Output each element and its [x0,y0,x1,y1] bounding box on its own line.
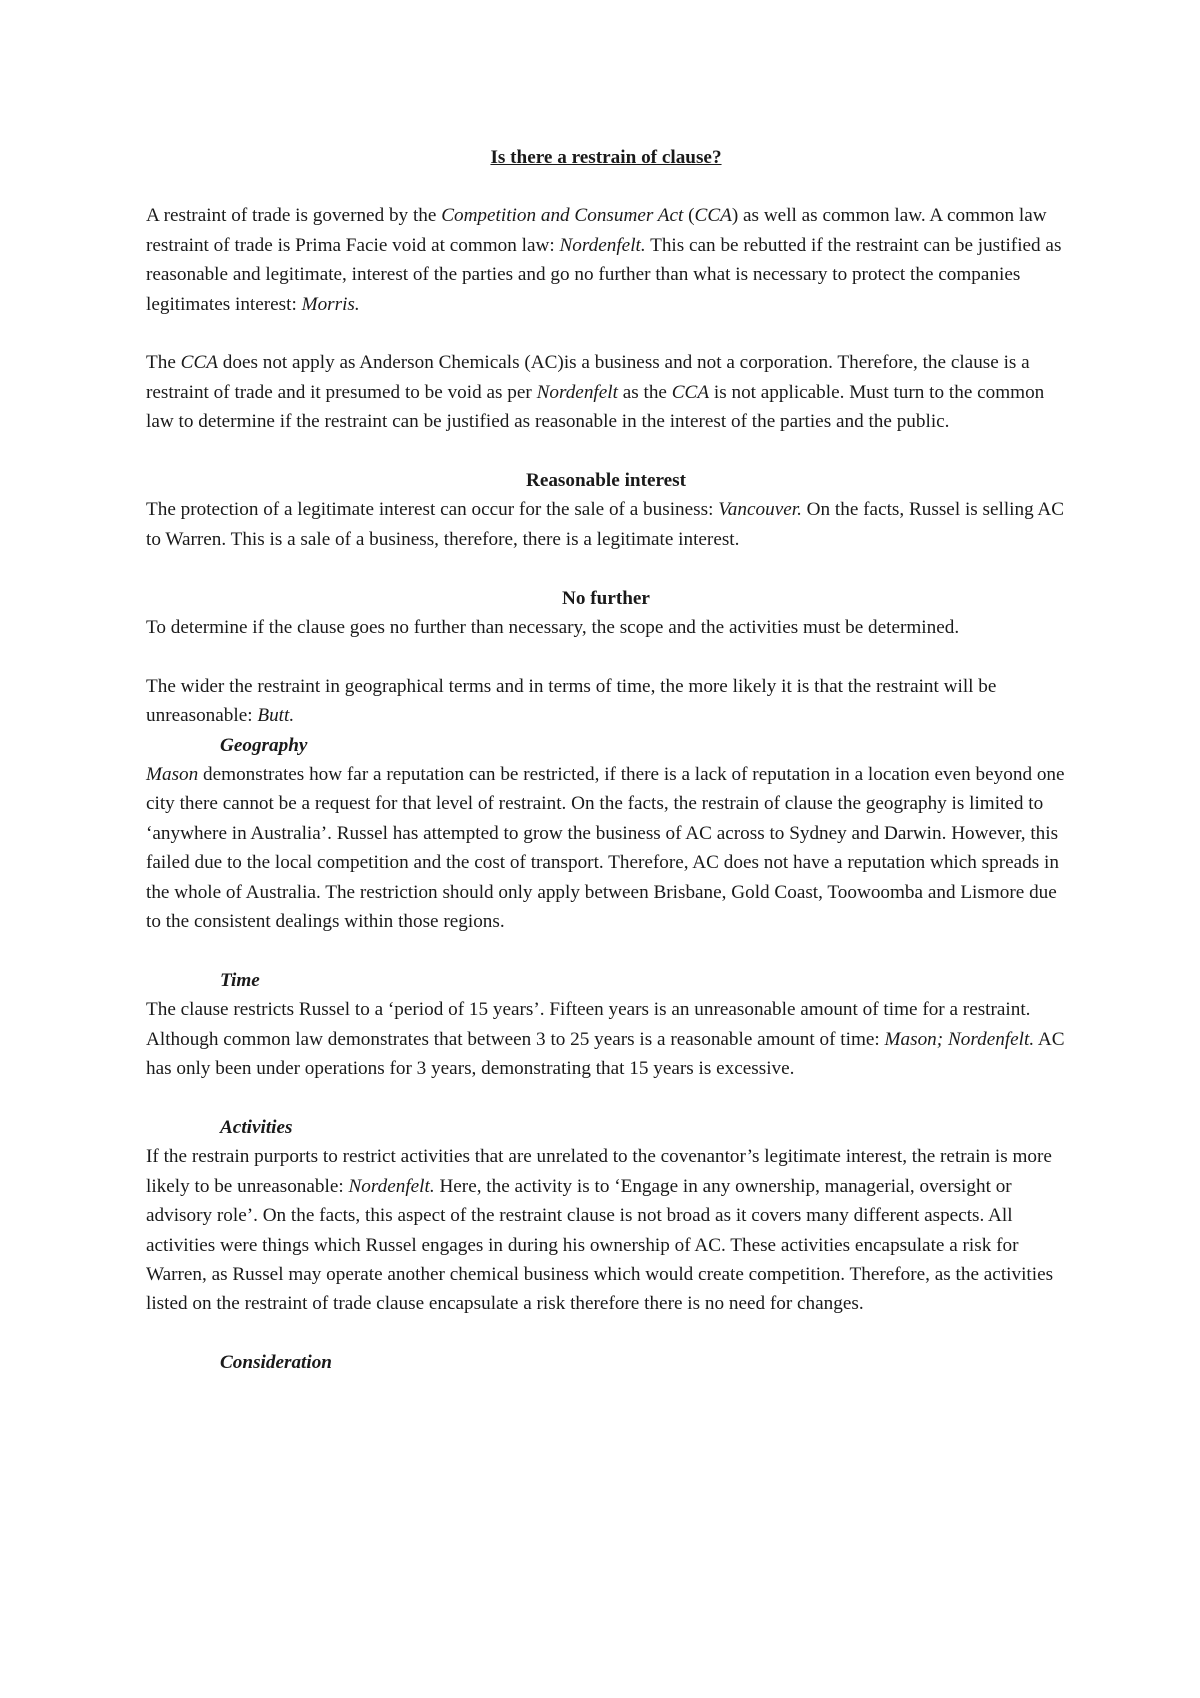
intro-paragraph: A restraint of trade is governed by the Competition and Consumer Act (CCA) as well as common law. A common law restraint of trade is Prima Facie void at common law: Nordenfelt. This can be rebutted if the restraint can be justified as reasonable and legitimate, interest of the parties and go no further than what is necessary to protect the companies legitimates interest: Morris. [146,205,1062,315]
consideration-heading: Consideration [220,1352,332,1374]
no-further-heading: No further [562,587,650,609]
geography-paragraph: Mason demonstrates how far a reputation can be restricted, if there is a lack of reputation in a location even beyond one city there cannot be a request for that level of restraint. On the facts, the restrain of clause the geography is limited to ‘anywhere in Australia’. Russel has attempted to grow the business of AC across to Sydney and Darwin. However, this failed due to the local competition and the cost of transport. Therefore, AC does not have a reputation which spreads in the whole of Australia. The restriction should only apply between Brisbane, Gold Coast, Toowoomba and Lismore due to the consistent dealings within those regions. [146,764,1065,933]
time-heading: Time [220,969,260,991]
wider-restraint-paragraph: The wider the restraint in geographical terms and in terms of time, the more likely it is that the restraint will be unreasonable: Butt. [146,675,997,727]
geography-heading: Geography [220,734,308,756]
activities-paragraph: If the restrain purports to restrict activities that are unrelated to the covenantor’s legitimate interest, the retrain is more likely to be unreasonable: Nordenfelt. Here, the activity is to ‘Engage in any ownership, managerial, oversight or advisory role’. On the facts, this aspect of the restraint clause is not broad as it covers many different aspects. All activities were things which Russel engages in during his ownership of AC. These activities encapsulate a risk for Warren, as Russel may operate another chemical business which would create competition. Therefore, as the activities listed on the restraint of trade clause encapsulate a risk therefore there is no need for changes. [146,1146,1054,1315]
reasonable-interest-paragraph: The protection of a legitimate interest can occur for the sale of a business: Vancouver. On the facts, Russel is selling AC to Warren. This is a sale of a business, therefore, there is a legitimate interest. [146,499,1065,550]
time-paragraph: The clause restricts Russel to a ‘period of 15 years’. Fifteen years is an unreasonable amount of time for a restraint. Although common law demonstrates that between 3 to 25 years is a reasonable amount of time: Mason; Nordenfelt. AC has only been under operations for 3 years, demonstrating that 15 years is excessive. [146,999,1065,1080]
activities-heading: Activities [220,1116,293,1138]
document-title: Is there a restrain of clause? [490,147,722,168]
no-further-paragraph: To determine if the clause goes no further than necessary, the scope and the activities must be determined. [146,617,960,639]
reasonable-interest-heading: Reasonable interest [525,470,687,492]
document-body [146,143,1066,1378]
cca-paragraph: The CCA does not apply as Anderson Chemicals (AC)is a business and not a corporation. Therefore, the clause is a restraint of trade and it presumed to be void as per Nordenfelt as the CCA is not applicable. Must turn to the common law to determine if the restraint can be justified as reasonable in the interest of the parties and the public. [146,352,1045,433]
